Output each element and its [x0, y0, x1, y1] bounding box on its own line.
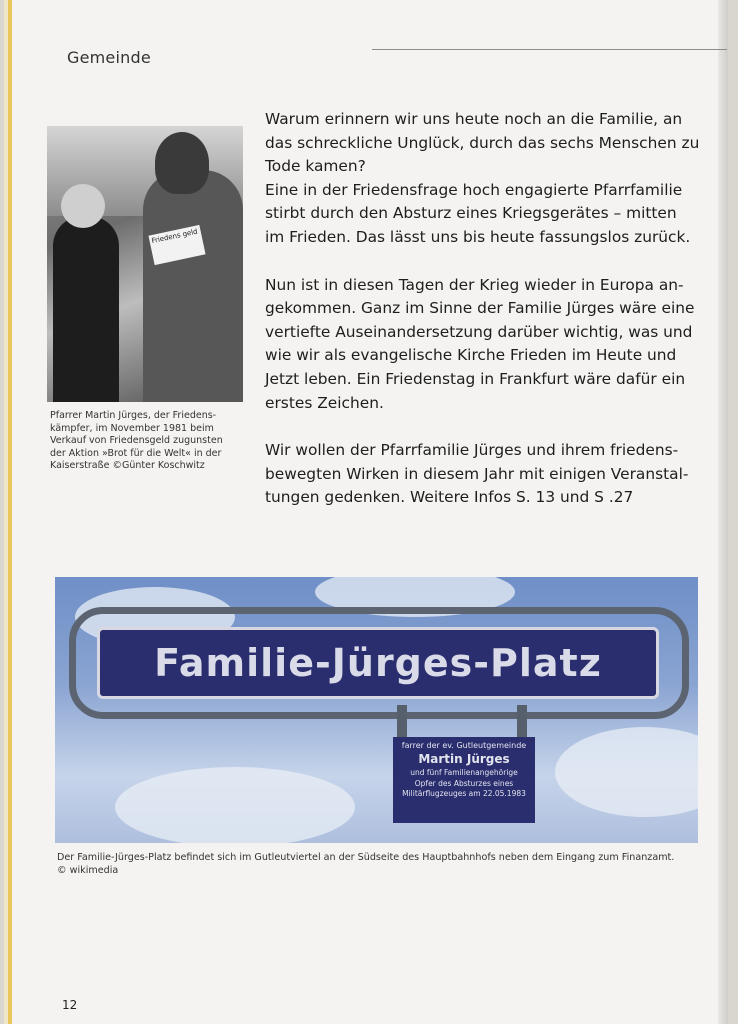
section-label: Gemeinde: [67, 48, 151, 67]
text-line: erstes Zeichen.: [265, 393, 384, 412]
memorial-subplate: [393, 737, 535, 823]
page-number: 12: [62, 998, 78, 1012]
section-rule: [372, 49, 727, 50]
subplate-line: farrer der ev. Gutleutgemeinde: [401, 741, 527, 750]
text-line: tungen gedenken. Weitere Infos S. 13 und S .27: [265, 488, 634, 507]
photo-woman-head: [61, 184, 105, 228]
text-line: Warum erinnern wir uns heute noch an die Familie, an: [265, 110, 683, 128]
caption-line: Der Familie-Jürges-Platz befindet sich im Gutleutviertel an der Südseite des Hauptbahnhofs neben dem Eingang zum Finanzamt.: [57, 852, 675, 863]
page-edge: [718, 0, 728, 1024]
sign-photo-caption: [57, 851, 707, 877]
article-paragraph-3: [265, 439, 705, 510]
article-paragraph-2: [265, 274, 705, 416]
subplate-line: und fünf Familienangehörige: [410, 768, 518, 777]
caption-line: Pfarrer Martin Jürges, der Friedens-: [50, 410, 217, 421]
caption-line: kämpfer, im November 1981 beim: [50, 422, 214, 434]
cloud: [555, 727, 698, 817]
subplate-name: Martin Jürges: [418, 752, 510, 766]
text-line: bewegten Wirken in diesem Jahr mit einigen Veranstal-: [265, 464, 689, 483]
street-sign-plate: [97, 627, 659, 699]
text-line: stirbt durch den Absturz eines Kriegsgerätes – mitten: [265, 204, 677, 223]
text-line: Jetzt leben. Ein Friedenstag in Frankfurt wäre dafür ein: [265, 369, 686, 388]
historic-photo: [47, 126, 243, 402]
street-sign-text: Familie-Jürges-Platz: [154, 641, 602, 685]
photo-man-figure: [143, 170, 243, 402]
cloud: [115, 767, 355, 843]
caption-line: Kaiserstraße ©Günter Koschwitz: [50, 460, 205, 471]
caption-line: Verkauf von Friedensgeld zugunsten: [50, 435, 223, 446]
photo-caption: [50, 410, 245, 473]
magazine-page: [12, 0, 728, 1024]
caption-line: der Aktion »Brot für die Welt« in der: [50, 447, 222, 459]
street-sign-photo: [55, 577, 698, 843]
photo-handheld-sign: Friedens geld: [148, 225, 205, 265]
text-line: Wir wollen der Pfarrfamilie Jürges und ihrem friedens-: [265, 441, 679, 460]
text-line: wie wir als evangelische Kirche Frieden im Heute und: [265, 346, 677, 365]
article-body: [265, 108, 705, 534]
text-line: gekommen. Ganz im Sinne der Familie Jürges wäre eine: [265, 299, 695, 318]
article-paragraph-1: [265, 108, 705, 250]
text-line: vertiefte Auseinandersetzung darüber wichtig, was und: [265, 322, 693, 341]
text-line: Nun ist in diesen Tagen der Krieg wieder in Europa an-: [265, 275, 684, 294]
text-line: das schreckliche Unglück, durch das sechs Menschen zu: [265, 133, 700, 152]
subplate-line: Militärflugzeuges am 22.05.1983: [402, 789, 526, 798]
text-line: im Frieden. Das lässt uns bis heute fassungslos zurück.: [265, 227, 691, 246]
text-line: Tode kamen?: [265, 157, 366, 176]
subplate-line: Opfer des Absturzes eines: [414, 778, 514, 788]
photo-man-head: [155, 132, 209, 194]
photo-woman-figure: [53, 216, 119, 402]
text-line: Eine in der Friedensfrage hoch engagierte Pfarrfamilie: [265, 180, 683, 199]
caption-credit: © wikimedia: [57, 865, 119, 876]
